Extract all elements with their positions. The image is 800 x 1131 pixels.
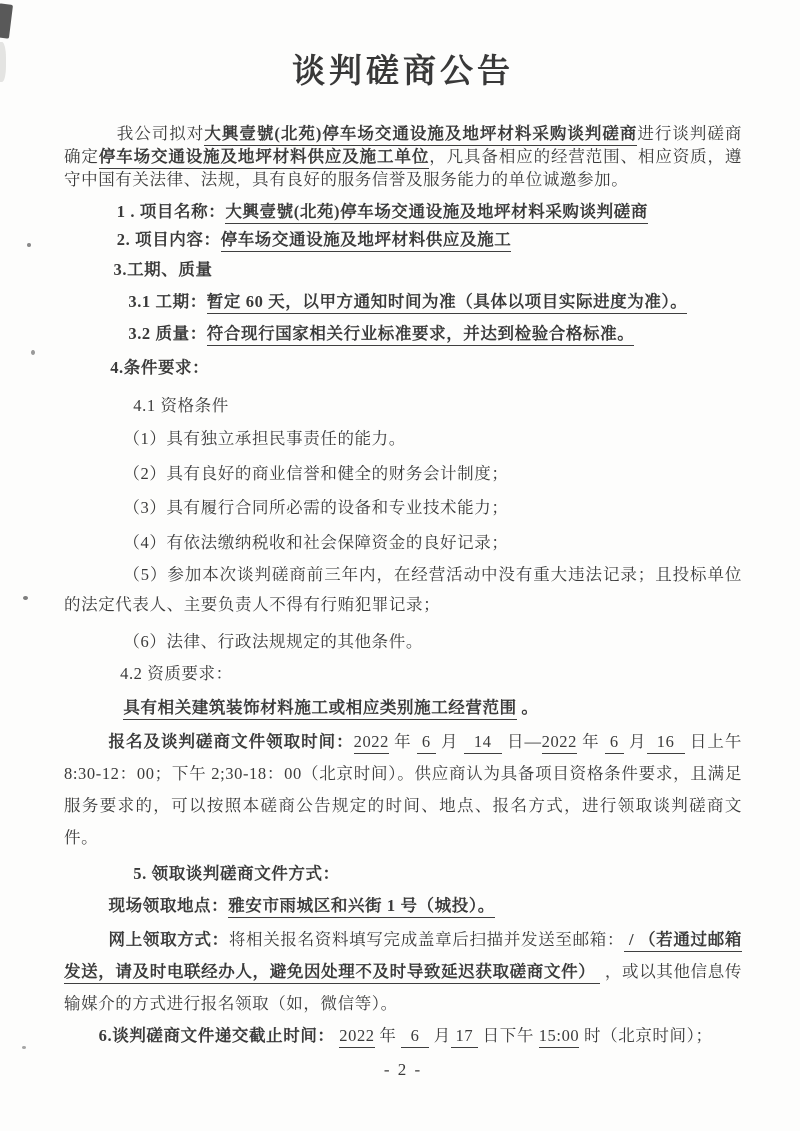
clause-3-2-value: 符合现行国家相关行业标准要求，并达到检验合格标准。 (207, 324, 635, 346)
numbered-items (64, 198, 742, 254)
deadline-year: 2022 (339, 1026, 374, 1048)
list-item-project-name (64, 198, 742, 226)
signup-month-1: 6 (417, 732, 436, 754)
condition-item-2: （2）具有良好的商业信誉和健全的财务会计制度； (123, 464, 509, 483)
qualification-period: 。 (516, 698, 539, 717)
clause-4-2-heading: 4.2 资质要求： (120, 664, 233, 683)
online-pickup-paragraph (64, 924, 742, 1020)
condition-item-1: （1）具有独立承担民事责任的能力。 (123, 429, 406, 448)
intro-tail: ，凡具备相应的经营范围、相应资质，遵守中国有关法律、法规，具有良好的服务信誉及服务能力的单位诚邀参加。 (64, 147, 743, 189)
onsite-pickup-line (64, 890, 742, 922)
deadline-label: 6.谈判磋商文件递交截止时间： (98, 1026, 335, 1045)
deadline-tail: 时（北京时间）； (579, 1026, 713, 1045)
signup-day-1: 14 (464, 732, 502, 754)
intro-mid: 进行谈判磋商确定 (64, 124, 742, 166)
condition-item-5: （5）参加本次谈判磋商前三年内，在经营活动中没有重大违法记录；且投标单位的法定代表人、主要负责人不得有行贿犯罪记录； (64, 565, 742, 614)
deadline-time: 15:00 (539, 1026, 580, 1048)
project-name-underlined: 大興壹號(北苑)停车场交通设施及地坪材料采购谈判磋商 (204, 124, 637, 146)
clause-3-1-value: 暂定 60 天，以甲方通知时间为准（具体以项目实际进度为准）。 (207, 292, 688, 314)
signup-sep: 年 (577, 732, 605, 751)
online-lead: 将相关报名资料填写完成盖章后扫描并发送至邮箱： (228, 930, 625, 949)
qualification-requirement-line (64, 692, 742, 724)
item2-label: 2. 项目内容： (116, 230, 221, 249)
signup-tail: 日上午 8:30-12：00；下午 2;30-18：00（北京时间）。供应商认为具备项目资格条件要求，且满足服务要求的，可以按照本磋商公告规定的时间、地点、报名方式，进行领取谈判磋商文件。 (64, 732, 742, 847)
page-number: - 2 - (383, 1060, 423, 1079)
item1-label: 1 . 项目名称： (116, 202, 226, 221)
condition-item-4: （4）有依法缴纳税收和社会保障资金的良好记录； (123, 533, 509, 552)
deadline-sep: 月 (428, 1026, 451, 1045)
online-mailbox-note: / （若通过邮箱发送，请及时电联经办人，避免因处理不及时导致延迟获取磋商文件） (64, 930, 742, 984)
online-tail: ，或以其他信息传输媒介的方式进行报名领取（如，微信等）。 (64, 962, 742, 1013)
signup-sep: 日— (501, 732, 542, 751)
signup-sep: 月 (435, 732, 464, 751)
work-unit-underlined: 停车场交通设施及地坪材料供应及施工单位 (99, 147, 429, 169)
clause-4-1-heading: 4.1 资格条件 (133, 396, 229, 415)
deadline-sep: 年 (374, 1026, 402, 1045)
item1-value: 大興壹號(北苑)停车场交通设施及地坪材料采购谈判磋商 (225, 202, 648, 224)
section-4-heading: 4.条件要求： (110, 358, 210, 377)
signup-time-paragraph (64, 726, 742, 854)
clause-3-2 (64, 318, 742, 350)
scan-smudge-top-left (0, 3, 13, 38)
signup-year-2: 2022 (542, 732, 577, 754)
online-label: 网上领取方式： (108, 930, 229, 949)
scan-speck (23, 596, 28, 600)
signup-label: 报名及谈判磋商文件领取时间： (108, 732, 354, 751)
signup-year-1: 2022 (354, 732, 389, 754)
section-5-heading: 5. 领取谈判磋商文件方式： (133, 864, 340, 883)
scan-speck (31, 350, 35, 355)
clause-3-2-label: 3.2 质量： (128, 324, 207, 343)
scan-speck (27, 243, 31, 247)
onsite-address: 雅安市雨城区和兴街 1 号（城投）。 (228, 896, 495, 918)
onsite-label: 现场领取地点： (108, 896, 229, 915)
signup-day-2: 16 (647, 732, 685, 754)
list-item-project-content (64, 226, 742, 254)
qualification-value: 具有相关建筑装饰材料施工或相应类别施工经营范围 (123, 698, 516, 720)
intro-paragraph (64, 122, 742, 191)
deadline-day: 17 (451, 1026, 478, 1048)
signup-sep: 月 (623, 732, 647, 751)
intro-lead: 我公司拟对 (116, 124, 205, 143)
deadline-paragraph (64, 1020, 742, 1052)
page-title: 谈判磋商公告 (292, 54, 514, 90)
section-3-heading: 3.工期、质量 (113, 260, 213, 279)
condition-item-6: （6）法律、行政法规规定的其他条件。 (123, 632, 423, 651)
deadline-sep: 日下午 (477, 1026, 539, 1045)
item2-value: 停车场交通设施及地坪材料供应及施工 (221, 230, 512, 252)
deadline-month: 6 (401, 1026, 429, 1048)
scan-smudge-top-left-faint (0, 42, 6, 82)
condition-item-3: （3）具有履行合同所必需的设备和专业技术能力； (123, 498, 509, 517)
clause-3-1 (64, 286, 742, 318)
clause-3-1-label: 3.1 工期： (128, 292, 207, 311)
signup-sep: 年 (389, 732, 417, 751)
scan-speck (22, 1046, 26, 1049)
signup-month-2: 6 (605, 732, 624, 754)
